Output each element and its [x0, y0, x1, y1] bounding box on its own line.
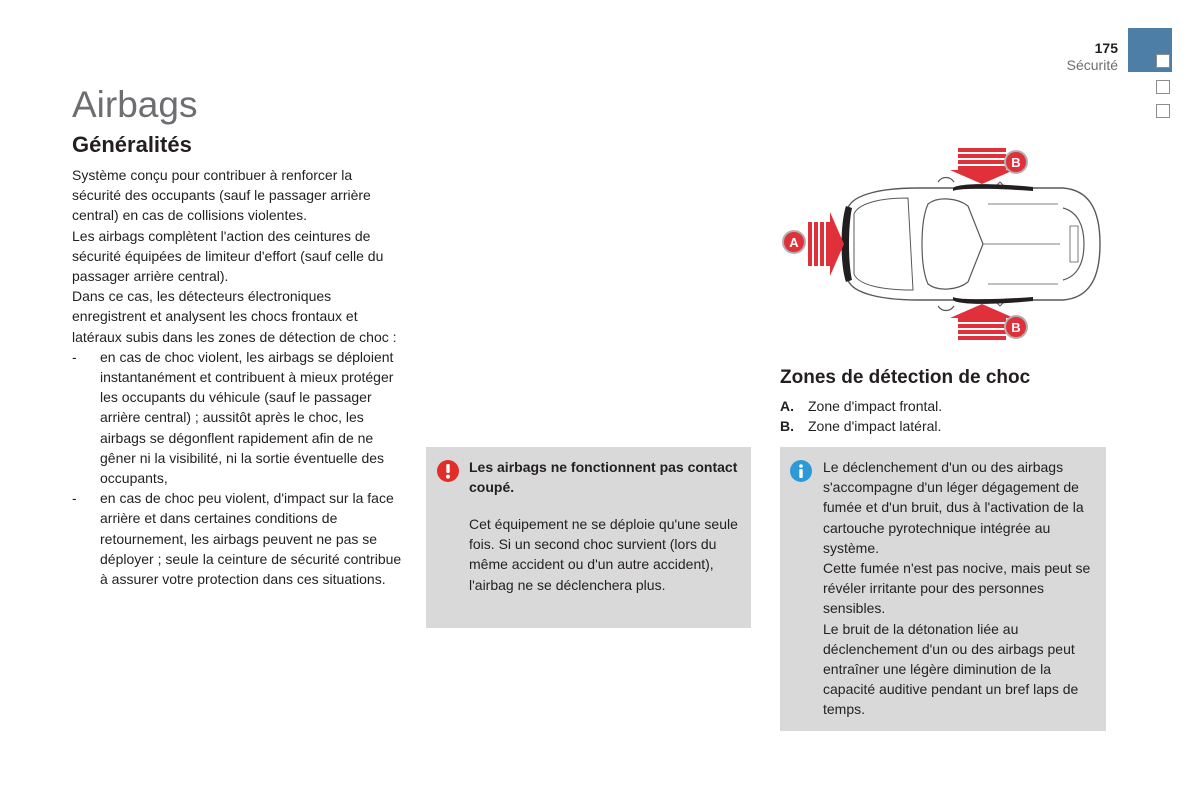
section-subtitle: Généralités	[72, 132, 192, 157]
info-text	[823, 457, 1099, 720]
body-paragraph: Les airbags complètent l'action des ceintures de sécurité équipées de limiteur d'effort (sauf celle du passager arrière central).	[72, 227, 384, 285]
label-b-badge-top	[1005, 151, 1027, 173]
label-b: B	[1011, 320, 1021, 335]
info-paragraph: Le bruit de la détonation liée au déclenchement d'un ou des airbags peut entraîner une légère diminution de la capacité auditive pendant un bref laps de temps.	[823, 620, 1079, 718]
zone-item	[780, 416, 942, 436]
zones-title: Zones de détection de choc	[780, 367, 1031, 388]
zone-key: B.	[780, 418, 794, 435]
zone-item	[780, 396, 942, 416]
car-top-view	[848, 178, 1100, 311]
label-b: B	[1011, 155, 1021, 170]
zones-list	[780, 396, 942, 436]
info-paragraph: Cette fumée n'est pas nocive, mais peut se révéler irritante pour des personnes sensibles.	[823, 560, 1091, 617]
zone-text: Zone d'impact latéral.	[808, 418, 942, 435]
warning-title: Les airbags ne fonctionnent pas contact coupé.	[469, 459, 738, 496]
label-a-badge	[783, 231, 805, 253]
bullet-dash: -	[72, 490, 77, 507]
info-icon	[790, 460, 812, 482]
bullet-item	[72, 347, 402, 488]
page-number: 175	[1094, 40, 1118, 56]
bullet-dash: -	[72, 348, 77, 365]
body-paragraph: Système conçu pour contribuer à renforcer la sécurité des occupants (sauf le passager arrière central) en cas de collisions violentes.	[72, 167, 371, 224]
warning-icon	[437, 460, 459, 482]
impact-arrow-side-top	[950, 148, 1014, 184]
warning-text: Cet équipement ne se déploie qu'une seule fois. Si un second choc survient (lors du même accident ou d'un autre accident), l'airbag ne se déclenchera plus.	[469, 516, 738, 593]
bullet-item	[72, 488, 402, 589]
body-text	[72, 165, 402, 589]
bullet-text: en cas de choc peu violent, d'impact sur la face arrière et dans certaines conditions de retournement, les airbags peuvent ne pas se déployer ; seule la ceinture de sécurité contribue à assurer votre protection dans ces situations.	[100, 490, 402, 588]
chapter-tab-box-active	[1156, 54, 1170, 68]
info-paragraph: Le déclenchement d'un ou des airbags s'accompagne d'un léger dégagement de fumée et d'un bruit, dus à l'activation de la cartouche pyrotechnique intégrée au système.	[823, 459, 1084, 556]
zone-text: Zone d'impact frontal.	[808, 398, 943, 414]
section-name: Sécurité	[1066, 57, 1118, 73]
car-impact-diagram	[778, 146, 1108, 344]
bullet-text: en cas de choc violent, les airbags se déploient instantanément et contribuent à mieux protéger les occupants du véhicule (sauf le passager arrière central) ; aussitôt après le choc, les airbags se dégonflent rapidement afin de ne gêner ni la visibilité, ni la sortie éventuelle des occupants,	[100, 348, 394, 487]
page-title: Airbags	[72, 84, 198, 125]
body-paragraph: Dans ce cas, les détecteurs électroniques enregistrent et analysent les chocs frontaux et latéraux subis dans les zones de détection de choc :	[72, 288, 397, 345]
impact-arrow-side-bottom	[950, 304, 1014, 340]
chapter-tab-box	[1156, 104, 1170, 118]
chapter-tab-box	[1156, 80, 1170, 94]
impact-arrow-front	[808, 212, 844, 276]
label-a: A	[789, 235, 799, 250]
label-b-badge-bottom	[1005, 316, 1027, 338]
zone-key: A.	[780, 398, 794, 414]
